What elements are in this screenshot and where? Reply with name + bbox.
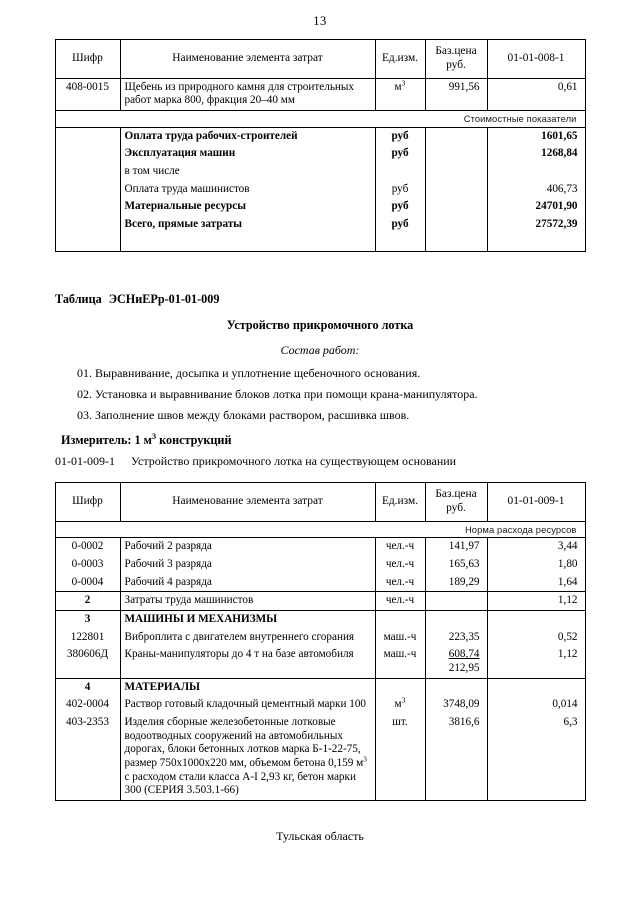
row-code	[55, 163, 120, 181]
spacer-cell	[120, 234, 375, 252]
row-code: 0-0004	[55, 574, 120, 592]
row-name: Щебень из природного камня для строительных работ марка 800, фракция 20–40 мм	[120, 78, 375, 110]
header-code: Шифр	[55, 40, 120, 79]
row-price	[425, 198, 487, 216]
header-unit: Ед.изм.	[375, 483, 425, 522]
row-value	[487, 163, 585, 181]
table-label: Таблица	[55, 292, 102, 307]
table-spacer-row	[55, 234, 585, 252]
table-header-row	[55, 483, 585, 522]
table-row	[55, 538, 585, 556]
work-step: 02. Установка и выравнивание блоков лотка при помощи крана-манипулятора.	[77, 386, 478, 401]
header-name: Наименование элемента затрат	[120, 483, 375, 522]
header-norm-code: 01-01-009-1	[487, 483, 585, 522]
measurement-unit	[61, 431, 585, 449]
row-norm: 0,52	[487, 629, 585, 647]
table-header-row	[55, 40, 585, 79]
row-name: Эксплуатация машин	[120, 145, 375, 163]
header-name: Наименование элемента затрат	[120, 40, 375, 79]
row-value: 27572,39	[487, 216, 585, 234]
row-unit-sup: 3	[401, 78, 406, 88]
row-price: 223,35	[425, 629, 487, 647]
section-code: 4	[55, 678, 120, 696]
row-code	[55, 216, 120, 234]
row-unit	[375, 696, 425, 714]
row-unit: руб	[375, 145, 425, 163]
section-label-row	[55, 111, 585, 127]
row-unit: руб	[375, 127, 425, 145]
cost-indicators-label: Стоимостные показатели	[55, 111, 585, 127]
section-price	[425, 678, 487, 696]
row-name-part2: с расходом стали класса А-I 2,93 кг, бетон марки 300 (СЕРИЯ 3.503.1-66)	[124, 770, 356, 797]
section-name: МАТЕРИАЛЫ	[120, 678, 375, 696]
row-name: Оплата труда машинистов	[120, 181, 375, 199]
row-name: Всего, прямые затраты	[120, 216, 375, 234]
row-name: Затраты труда машинистов	[120, 592, 375, 611]
table-row	[55, 216, 585, 234]
row-unit-base: м	[394, 698, 402, 711]
row-norm: 6,3	[487, 714, 585, 800]
row-price	[425, 163, 487, 181]
spacer-cell	[487, 234, 585, 252]
row-price	[425, 646, 487, 678]
row-price: 165,63	[425, 556, 487, 574]
row-code: 403-2353	[55, 714, 120, 800]
row-name: Краны-манипуляторы до 4 т на базе автомобиля	[120, 646, 375, 678]
row-code	[55, 198, 120, 216]
table-009-intro	[55, 290, 585, 470]
row-unit: руб	[375, 181, 425, 199]
header-price-line1: Баз.цена	[435, 488, 477, 501]
work-title: Устройство прикромочного лотка	[226, 318, 414, 333]
row-price: 3816,6	[425, 714, 487, 800]
row-code: 408-0015	[55, 78, 120, 110]
row-price	[425, 181, 487, 199]
row-price: 3748,09	[425, 696, 487, 714]
row-value: 1268,84	[487, 145, 585, 163]
row-name: Оплата труда рабочих-строителей	[120, 127, 375, 145]
row-unit: руб	[375, 198, 425, 216]
row-code: 380606Д	[55, 646, 120, 678]
table-row	[55, 696, 585, 714]
spacer-cell	[425, 234, 487, 252]
item-code: 01-01-009-1	[55, 454, 115, 469]
table-row	[55, 145, 585, 163]
row-value: 406,73	[487, 181, 585, 199]
row-unit-base: шт.	[392, 715, 408, 728]
row-name: Материальные ресурсы	[120, 198, 375, 216]
row-price	[425, 127, 487, 145]
work-step: 03. Заполнение швов между блоками раствором, расшивка швов.	[77, 407, 410, 422]
row-price	[425, 145, 487, 163]
row-name: в том числе	[120, 163, 375, 181]
page-number: 13	[313, 14, 327, 28]
section-norm	[487, 610, 585, 628]
header-price	[425, 483, 487, 522]
row-unit: чел.-ч	[375, 556, 425, 574]
table-row	[55, 592, 585, 611]
row-value: 24701,90	[487, 198, 585, 216]
row-code: 2	[55, 592, 120, 611]
row-unit: руб	[375, 216, 425, 234]
row-name: Виброплита с двигателем внутреннего сгорания	[120, 629, 375, 647]
row-unit-sup: 3	[401, 695, 406, 705]
table-row	[55, 556, 585, 574]
section-price	[425, 610, 487, 628]
header-price-line1: Баз.цена	[435, 45, 477, 57]
row-price: 991,56	[425, 78, 487, 110]
table-row	[55, 181, 585, 199]
table-row	[55, 629, 585, 647]
meter-tail: конструкций	[156, 432, 232, 447]
resource-norm-label: Норма расхода ресурсов	[55, 521, 585, 537]
row-unit-base: м	[394, 80, 402, 93]
row-norm: 1,64	[487, 574, 585, 592]
section-code: 3	[55, 610, 120, 628]
section-header-row	[55, 678, 585, 696]
header-code: Шифр	[55, 483, 120, 522]
table-row	[55, 127, 585, 145]
table-code: ЭСНиЕРр-01-01-009	[108, 292, 220, 307]
table-row	[55, 163, 585, 181]
row-unit: чел.-ч	[375, 574, 425, 592]
table-row	[55, 574, 585, 592]
row-value: 1601,65	[487, 127, 585, 145]
section-label-row	[55, 521, 585, 537]
table-row	[55, 646, 585, 678]
document-footer: Тульская область	[276, 828, 364, 843]
item-line	[55, 452, 585, 470]
row-unit	[375, 163, 425, 181]
header-price-line2: руб.	[446, 58, 466, 71]
row-price-primary: 608,74	[448, 648, 480, 661]
meter-label: Измеритель: 1 м	[61, 432, 152, 447]
row-price: 141,97	[425, 538, 487, 556]
spacer-cell	[55, 234, 120, 252]
table-row	[55, 78, 585, 110]
row-name	[120, 714, 375, 800]
row-unit: маш.-ч	[375, 629, 425, 647]
spacer-cell	[375, 234, 425, 252]
section-unit	[375, 678, 425, 696]
row-code: 402-0004	[55, 696, 120, 714]
section-header-row	[55, 610, 585, 628]
section-norm	[487, 678, 585, 696]
row-name-part1: Изделия сборные железобетонные лотковые водоотводных сооружений на автомобильных дорогах, блоки бетонных лотков марка Б-1-22-75, размер 750х1000х220 мм, объемом бетона 0,159 м	[124, 715, 364, 769]
row-code: 122801	[55, 629, 120, 647]
document-page	[0, 14, 640, 919]
item-name: Устройство прикромочного лотка на существующем основании	[131, 454, 457, 469]
cost-table-009	[55, 482, 586, 801]
row-norm: 3,44	[487, 538, 585, 556]
row-name: Рабочий 4 разряда	[120, 574, 375, 592]
row-code: 0-0002	[55, 538, 120, 556]
row-name: Раствор готовый кладочный цементный марки 100	[120, 696, 375, 714]
header-norm-code: 01-01-008-1	[487, 40, 585, 79]
row-price	[425, 592, 487, 611]
row-code	[55, 181, 120, 199]
row-norm: 1,80	[487, 556, 585, 574]
composition-label: Состав работ:	[280, 342, 360, 357]
row-unit: маш.-ч	[375, 646, 425, 678]
header-unit: Ед.изм.	[375, 40, 425, 79]
row-name-sup: 3	[363, 754, 367, 764]
row-code	[55, 127, 120, 145]
row-price	[425, 216, 487, 234]
header-price-line2: руб.	[446, 501, 466, 514]
header-price	[425, 40, 487, 79]
cost-table-008	[55, 39, 586, 252]
row-name: Рабочий 2 разряда	[120, 538, 375, 556]
row-price-secondary: 212,95	[448, 661, 480, 674]
table-row	[55, 714, 585, 800]
section-name: МАШИНЫ И МЕХАНИЗМЫ	[120, 610, 375, 628]
meter-sup: 3	[151, 431, 157, 441]
row-norm: 1,12	[487, 592, 585, 611]
row-code	[55, 145, 120, 163]
row-norm: 1,12	[487, 646, 585, 678]
section-unit	[375, 610, 425, 628]
row-unit	[375, 78, 425, 110]
row-price: 189,29	[425, 574, 487, 592]
row-unit	[375, 714, 425, 800]
row-norm: 0,61	[487, 78, 585, 110]
work-step: 01. Выравнивание, досыпка и уплотнение щебеночного основания.	[77, 365, 421, 380]
row-unit: чел.-ч	[375, 538, 425, 556]
row-code: 0-0003	[55, 556, 120, 574]
row-unit: чел.-ч	[375, 592, 425, 611]
table-row	[55, 198, 585, 216]
row-name: Рабочий 3 разряда	[120, 556, 375, 574]
table-title	[55, 290, 585, 308]
row-norm: 0,014	[487, 696, 585, 714]
